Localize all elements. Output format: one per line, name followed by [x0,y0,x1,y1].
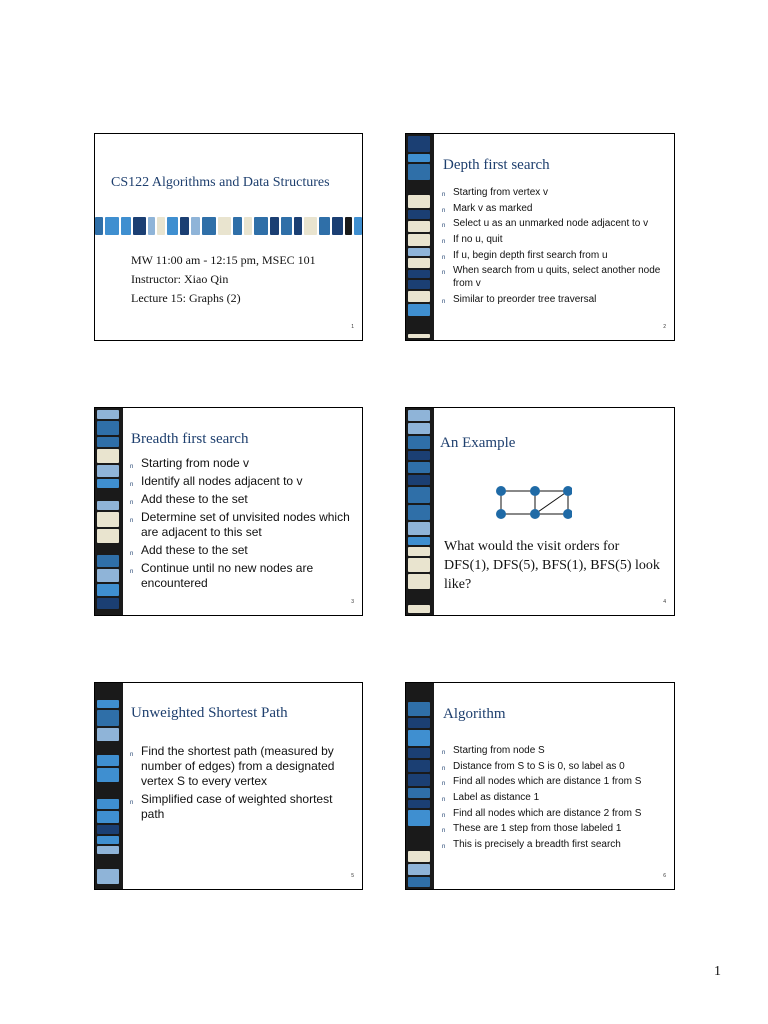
stripe-block [408,436,430,449]
bullet-text: If no u, quit [453,234,503,246]
stripe-block [254,217,268,235]
stripe-block [408,591,430,603]
slide-number: 2 [663,324,666,330]
bullet-item [442,791,668,804]
slide-title: Breadth first search [131,431,249,447]
stripe-block [408,304,430,316]
bullet-icon: n [130,800,134,806]
stripe-block [97,501,119,510]
stripe-block [97,700,119,708]
stripe-block [97,421,119,435]
stripe-block [408,182,430,193]
bullet-text: Label as distance 1 [453,792,540,804]
slide-5 [94,682,363,890]
bullet-icon: n [442,192,446,198]
bullet-item [442,760,668,773]
bullet-item [442,838,668,851]
stripe-block [97,465,119,477]
stripe-block [408,810,430,826]
bullet-text: Select u as an unmarked node adjacent to v [453,218,649,230]
stripe-block [408,195,430,208]
stripe-block [97,479,119,488]
stripe-block [408,851,430,862]
bullet-text: Starting from vertex v [453,187,549,198]
stripe-block [408,828,430,837]
slide-number: 6 [663,873,666,879]
instructor-line: Instructor: Xiao Qin [131,272,229,286]
bullet-icon: n [442,254,446,261]
slide-3 [94,407,363,616]
course-info [131,251,316,308]
stripe-block [97,545,119,553]
bullet-icon: n [442,812,446,819]
schedule-line: MW 11:00 am - 12:15 pm, MSEC 101 [131,253,316,267]
stripe-block [408,522,430,535]
slide-1 [94,133,363,341]
stripe-block [408,760,430,772]
stripe-block [408,334,430,338]
bullet-icon: n [442,299,446,306]
bullet-text: Find the shortest path (measured by number of edges) from a designated vertex S to every vertex [141,744,335,788]
stripe-block [97,710,119,726]
stripe-block [408,475,430,485]
bullet-item [442,293,668,306]
stripe-block [97,784,119,797]
stripe-block [244,217,252,235]
bullet-item [442,775,668,788]
slide-4 [405,407,675,616]
bullet-icon: n [442,797,446,804]
bullet-item [130,456,356,471]
stripe-block [97,768,119,782]
stripe-block [304,217,317,235]
stripe-block [157,217,165,235]
stripe-block [281,217,292,235]
bullet-item [130,492,356,507]
stripe-block [218,217,231,235]
bullet-text: Find all nodes which are distance 1 from S [453,776,642,788]
stripe-block [408,258,430,268]
decorative-stripe-bar [406,134,434,340]
slide-number: 3 [351,599,354,605]
bullet-text: Starting from node v [141,456,250,470]
stripe-block [97,755,119,766]
stripe-block [97,811,119,823]
decorative-stripe-bar [95,214,362,238]
stripe-block [408,410,430,421]
bullet-text: Add these to the set [141,543,248,557]
stripe-block [97,856,119,867]
stripe-block [97,437,119,447]
stripe-block [270,217,279,235]
stripe-block [408,774,430,786]
stripe-block [97,490,119,499]
stripe-block [408,537,430,545]
bullet-item [442,186,668,199]
bullet-text: If u, begin depth first search from u [453,249,608,261]
stripe-block [133,217,146,235]
bullet-icon: n [442,270,446,277]
stripe-block [408,800,430,808]
stripe-block [408,864,430,875]
bullet-icon: n [442,239,446,246]
bullet-icon: n [442,750,446,756]
bullet-text: When search from u quits, select another node from v [453,265,661,290]
stripe-block [95,217,103,235]
stripe-block [408,280,430,289]
bullet-icon: n [442,223,446,230]
slide-title: CS122 Algorithms and Data Structures [111,175,330,190]
decorative-stripe-bar [406,408,434,615]
bullet-text: Distance from S to S is 0, so label as 0 [453,760,625,772]
stripe-block [97,836,119,844]
bullet-item [442,264,668,290]
stripe-block [354,217,362,235]
stripe-block [408,839,430,849]
stripe-block [148,217,155,235]
slide-number: 4 [663,599,666,605]
stripe-block [121,217,131,235]
bullet-text: Starting from node S [453,745,545,756]
stripe-block [97,825,119,834]
bullet-item [130,792,356,822]
stripe-block [408,154,430,162]
bullet-icon: n [130,482,134,488]
stripe-block [408,291,430,302]
bullet-icon: n [130,569,134,575]
bullet-item [130,474,356,489]
bullet-text: This is precisely a breadth first search [453,839,621,851]
bullet-list [442,186,668,309]
bullet-list [130,744,356,825]
bullet-icon: n [130,518,134,524]
bullet-text: These are 1 step from those labeled 1 [453,823,622,835]
stripe-block [180,217,189,235]
stripe-block [97,410,119,419]
bullet-icon: n [130,752,134,758]
stripe-block [408,730,430,746]
bullet-list [130,456,356,594]
stripe-block [408,164,430,180]
stripe-block [408,234,430,246]
stripe-block [408,702,430,716]
bullet-item [442,217,668,230]
stripe-block [97,449,119,463]
bullet-item [442,822,668,835]
graph-node [563,486,572,496]
stripe-block [408,685,430,700]
stripe-block [105,217,119,235]
bullet-list [442,744,668,854]
slide-2 [405,133,675,341]
stripe-block [97,743,119,753]
slide-number: 5 [351,873,354,879]
stripe-block [97,685,119,698]
stripe-block [408,136,430,152]
bullet-icon: n [442,844,446,851]
stripe-block [408,248,430,256]
stripe-block [332,217,343,235]
bullet-item [442,249,668,262]
bullet-text: Simplified case of weighted shortest path [141,792,333,821]
bullet-icon: n [130,551,134,557]
bullet-text: Continue until no new nodes are encountered [141,561,314,590]
stripe-block [408,574,430,589]
bullet-item [130,561,356,591]
slide-title: Depth first search [443,157,550,173]
stripe-block [408,788,430,798]
stripe-block [408,487,430,503]
stripe-block [408,221,430,232]
graph-edge [535,491,568,514]
graph-node [496,509,506,519]
stripe-block [97,728,119,741]
bullet-item [442,807,668,820]
stripe-block [97,569,119,582]
lecture-line: Lecture 15: Graphs (2) [131,291,241,305]
bullet-text: Find all nodes which are distance 2 from S [453,807,642,819]
slide-title: Algorithm [443,706,506,722]
bullet-icon: n [130,464,134,470]
bullet-item [130,744,356,789]
bullet-text: Mark v as marked [453,202,533,214]
bullet-icon: n [442,781,446,788]
stripe-block [408,547,430,556]
slide-number: 1 [351,324,354,330]
stripe-block [97,512,119,527]
stripe-block [408,748,430,758]
stripe-block [97,598,119,609]
stripe-block [408,270,430,278]
decorative-stripe-bar [406,683,434,889]
stripe-block [97,555,119,567]
graph-node [563,509,572,519]
stripe-block [191,217,200,235]
stripe-block [97,846,119,854]
stripe-block [408,451,430,460]
decorative-stripe-bar [95,408,123,615]
graph-node [530,509,540,519]
graph-node [530,486,540,496]
bullet-item [442,202,668,215]
bullet-icon: n [130,500,134,506]
stripe-block [319,217,330,235]
stripe-block [97,799,119,809]
slide-title: An Example [440,435,516,451]
bullet-icon: n [442,207,446,214]
stripe-block [408,318,430,332]
bullet-item [442,744,668,757]
bullet-text: Determine set of unvisited nodes which are adjacent to this set [141,510,350,539]
bullet-icon: n [442,828,446,835]
bullet-item [130,543,356,558]
stripe-block [408,505,430,520]
bullet-icon: n [442,765,446,772]
stripe-block [408,423,430,434]
slide-6 [405,682,675,890]
stripe-block [408,877,430,887]
graph-node [496,486,506,496]
stripe-block [345,217,352,235]
bullet-item [442,233,668,246]
stripe-block [97,869,119,884]
stripe-block [202,217,216,235]
bullet-text: Add these to the set [141,492,248,506]
bullet-text: Similar to preorder tree traversal [453,294,597,306]
stripe-block [408,462,430,473]
page-number: 1 [714,964,721,979]
example-graph [492,480,572,520]
stripe-block [97,529,119,543]
stripe-block [294,217,302,235]
stripe-block [408,718,430,728]
stripe-block [408,210,430,219]
bullet-item [130,510,356,540]
stripe-block [233,217,242,235]
example-question: What would the visit orders for DFS(1), DFS(5), BFS(1), BFS(5) look like? [444,539,660,592]
slide-title: Unweighted Shortest Path [131,705,288,721]
stripe-block [408,558,430,572]
bullet-text: Identify all nodes adjacent to v [141,474,303,488]
stripe-block [167,217,178,235]
stripe-block [97,584,119,596]
decorative-stripe-bar [95,683,123,889]
stripe-block [408,605,430,613]
